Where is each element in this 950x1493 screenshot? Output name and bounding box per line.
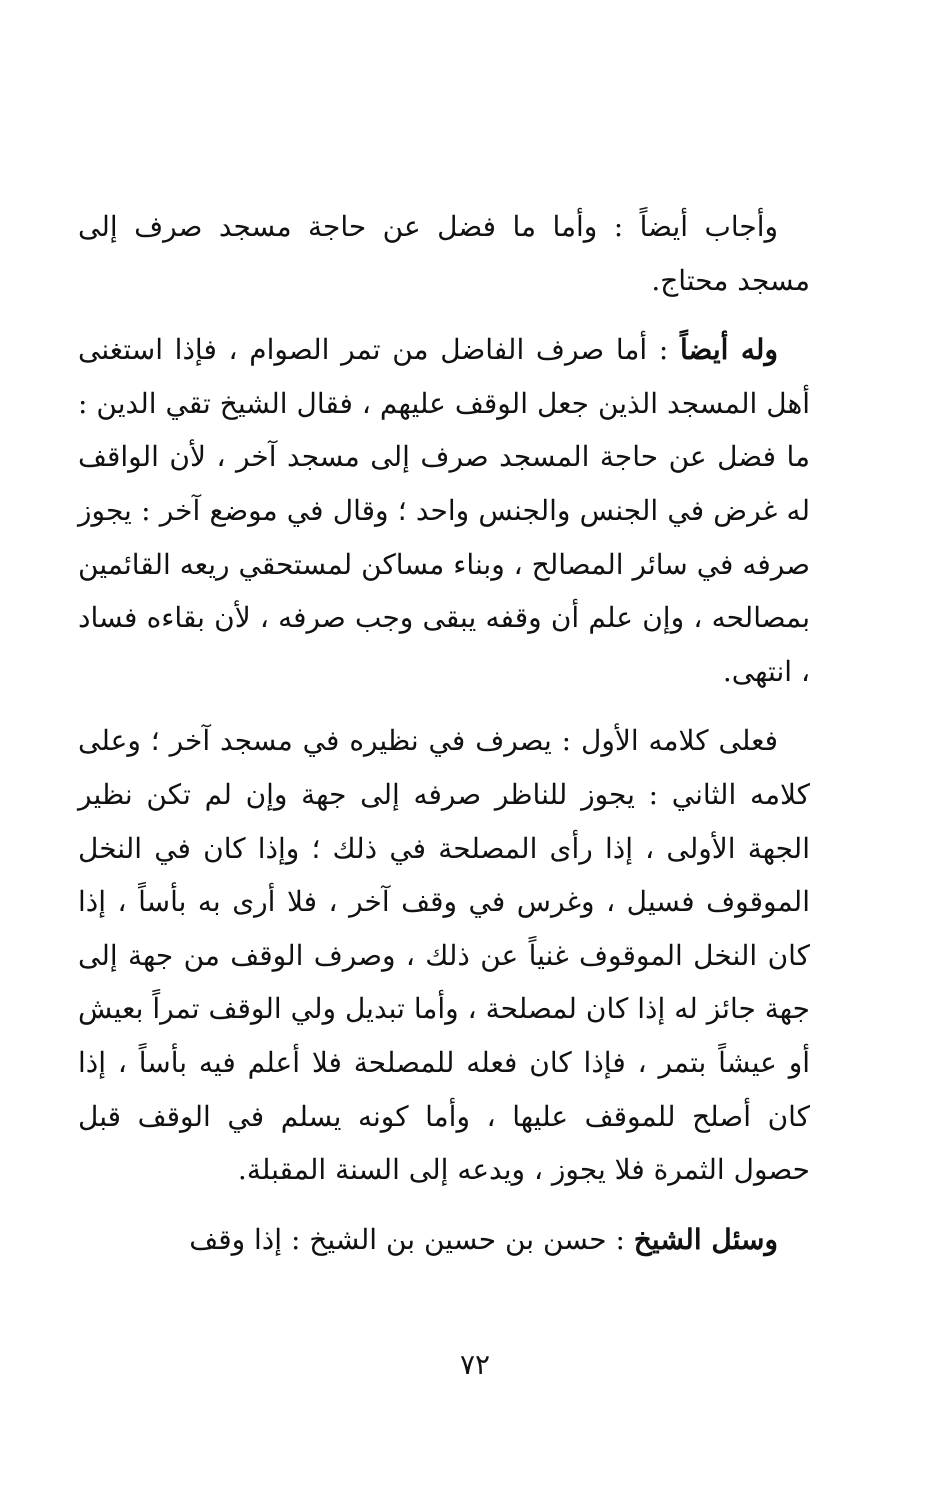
paragraph-4-lead: وسئل الشيخ xyxy=(633,1222,778,1256)
paragraph-4 xyxy=(78,1213,810,1267)
paragraph-1 xyxy=(78,200,810,307)
paragraph-4-text: : حسن بن حسين بن الشيخ : إذا وقف xyxy=(189,1222,634,1256)
page-body xyxy=(78,200,810,1282)
paragraph-1-text: وأجاب أيضاً : وأما ما فضل عن حاجة مسجد صرف إلى مسجد محتاج. xyxy=(78,210,810,297)
paragraph-2-lead: وله أيضاً xyxy=(680,333,778,367)
paragraph-3-text: فعلى كلامه الأول : يصرف في نظيره في مسجد آخر ؛ وعلى كلامه الثاني : يجوز للناظر صرفه إلى جهة وإن لم تكن نظير الجهة الأولى ، إذا رأى المصلحة في ذلك ؛ وإذا كان في النخل الموقوف فسيل ، وغرس في وقف آخر ، فلا أرى به بأساً ، إذا كان النخل الموقوف غنياً عن ذلك ، وصرف الوقف من جهة إلى جهة جائز له إذا كان لمصلحة ، وأما تبديل ولي الوقف تمراً بعيش أو عيشاً بتمر ، فإذا كان فعله للمصلحة فلا أعلم فيه بأساً ، إذا كان أصلح للموقف عليها ، وأما كونه يسلم في الوقف قبل حصول الثمرة فلا يجوز ، ويدعه إلى السنة المقبلة. xyxy=(78,724,810,1187)
paragraph-2-text: : أما صرف الفاضل من تمر الصوام ، فإذا استغنى أهل المسجد الذين جعل الوقف عليهم ، فقال الشيخ تقي الدين : ما فضل عن حاجة المسجد صرف إلى مسجد آخر ، لأن الواقف له غرض في الجنس والجنس واحد ؛ وقال في موضع آخر : يجوز صرفه في سائر المصالح ، وبناء مساكن لمستحقي ريعه القائمين بمصالحه ، وإن علم أن وقفه يبقى وجب صرفه ، لأن بقاءه فساد ، انتهى. xyxy=(78,333,810,688)
page-number: ٧٢ xyxy=(459,1348,491,1381)
paragraph-3 xyxy=(78,714,810,1196)
paragraph-2 xyxy=(78,323,810,698)
